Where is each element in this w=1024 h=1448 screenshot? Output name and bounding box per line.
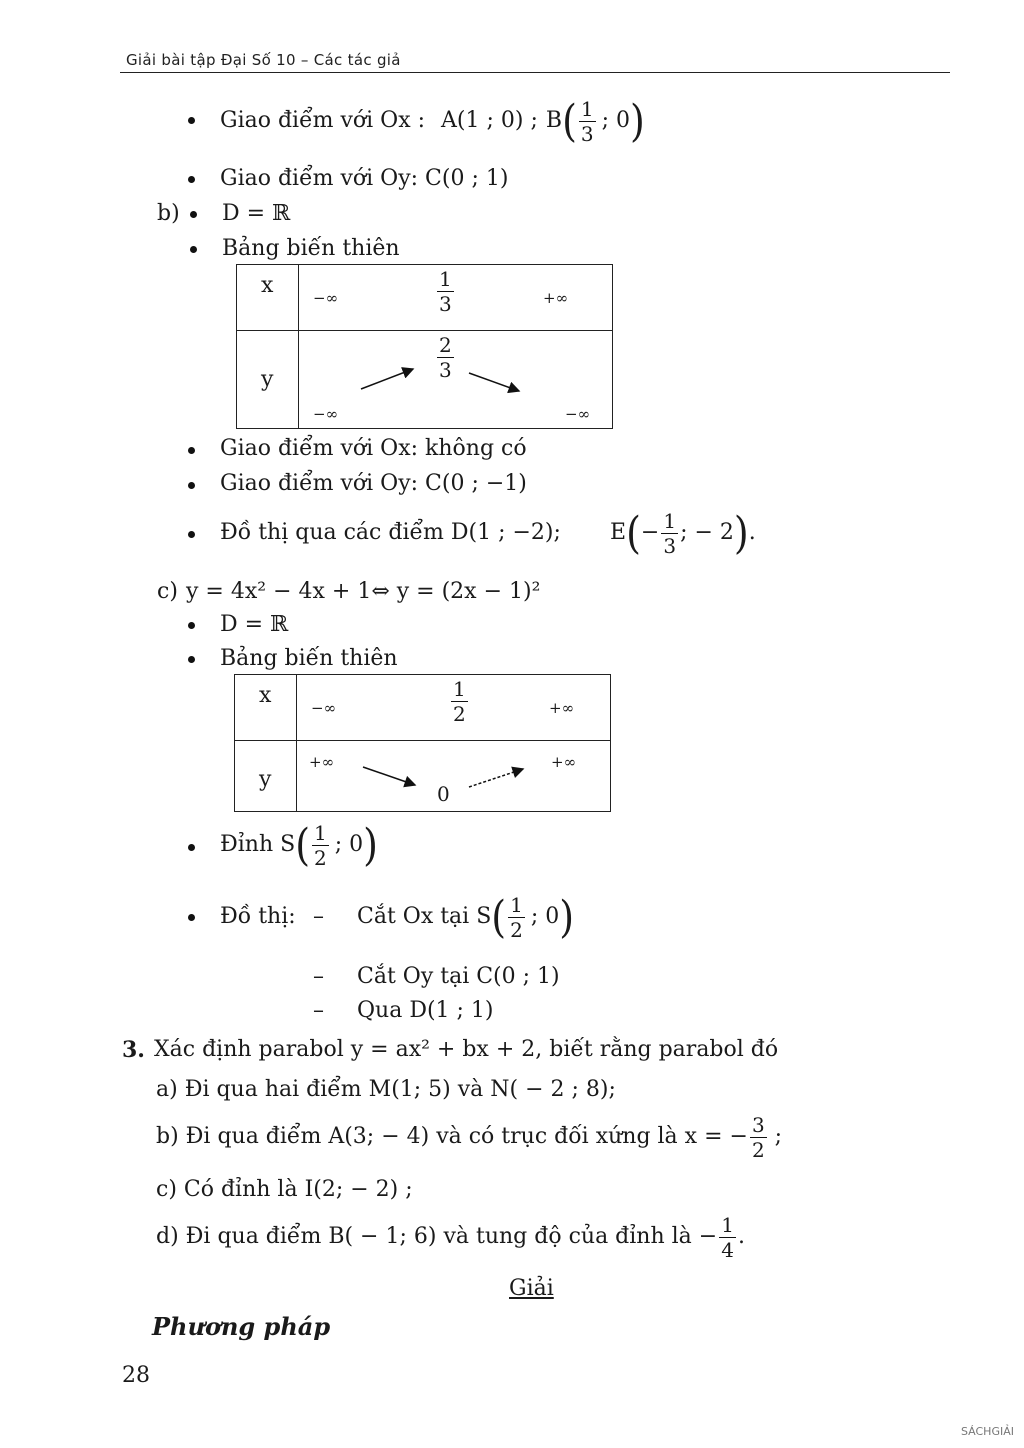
x-left-value: −∞	[313, 289, 339, 307]
bullet	[188, 447, 195, 454]
problem-number: 3.	[122, 1037, 145, 1063]
y-header-cell	[235, 741, 297, 812]
x-values-cell	[299, 265, 613, 331]
y-left-value: +∞	[309, 753, 335, 771]
problem-part-d	[156, 1210, 745, 1264]
bullet	[188, 531, 195, 538]
x-critical-fraction	[451, 679, 468, 724]
part-b-label: b)	[157, 201, 180, 226]
part-d-text: d) Đi qua điểm B( − 1; 6) và tung độ của đỉnh là −	[156, 1224, 718, 1249]
point-e-label: E	[610, 520, 627, 545]
oy-intersection-text: Giao điểm với Oy: C(0 ; 1)	[220, 166, 509, 191]
dash: –	[313, 998, 324, 1023]
left-paren: (	[562, 95, 577, 147]
graph-item-text: Cắt Ox tại S	[357, 904, 492, 929]
bullet	[188, 622, 195, 629]
y-min-value: 0	[437, 782, 450, 806]
x-label: x	[259, 683, 272, 708]
graph-item-tail: ; 0	[530, 904, 560, 929]
y-left-value: −∞	[313, 405, 339, 423]
x-header-cell	[237, 265, 299, 331]
domain-text: D = ℝ	[222, 201, 291, 226]
right-paren: )	[363, 819, 378, 871]
problem-part-a: a) Đi qua hai điểm M(1; 5) và N( − 2 ; 8);	[156, 1077, 616, 1102]
x-critical-fraction	[437, 269, 454, 314]
fraction-denominator: 3	[663, 533, 677, 558]
problem-part-c: c) Có đỉnh là I(2; − 2) ;	[156, 1177, 413, 1202]
fraction-numerator: 1	[314, 820, 327, 845]
fraction-numerator: 2	[439, 333, 452, 357]
dash: –	[313, 964, 324, 989]
problem-part-b	[156, 1110, 782, 1164]
fraction-denominator: 4	[721, 1237, 734, 1262]
x-left-value: −∞	[311, 699, 337, 717]
fraction-denominator: 2	[751, 1137, 765, 1162]
vertex-label: Đỉnh S	[220, 832, 296, 857]
watermark-logo: SÁCHGIẢI	[960, 1425, 1014, 1438]
fraction-denominator: 2	[510, 917, 523, 942]
bullet	[190, 246, 197, 253]
bullet	[190, 211, 197, 218]
ox-label: Giao điểm với Ox :	[220, 108, 426, 133]
bullet	[188, 914, 195, 921]
fraction-denominator: 3	[439, 292, 452, 316]
solution-heading: Giải	[509, 1276, 554, 1301]
fraction-numerator: 1	[721, 1212, 734, 1237]
ox-intersection-line	[220, 96, 645, 146]
fraction-denominator: 2	[453, 702, 466, 726]
fraction-denominator: 2	[314, 845, 327, 870]
fraction-numerator: 1	[663, 508, 677, 533]
point-e	[610, 506, 756, 560]
dash: –	[313, 904, 324, 929]
x-right-value: +∞	[549, 699, 575, 717]
fraction-denominator: 3	[580, 121, 594, 146]
point-a: A(1 ; 0) ;	[441, 108, 538, 133]
vertex-tail: ; 0	[334, 832, 364, 857]
right-paren: )	[630, 95, 645, 147]
decreasing-arrow	[469, 373, 519, 391]
part-c-label: c)	[157, 579, 178, 604]
fraction-numerator: 1	[580, 96, 594, 121]
header-rule	[120, 72, 950, 73]
fraction	[508, 892, 525, 942]
right-paren: )	[733, 507, 749, 559]
variation-table	[236, 264, 613, 429]
graph-item-point: Qua D(1 ; 1)	[357, 998, 494, 1023]
point-b-tail: ; 0	[601, 108, 631, 133]
bullet	[188, 844, 195, 851]
fraction-numerator: 1	[439, 267, 452, 291]
y-header-cell	[237, 331, 299, 429]
vertex-line	[220, 818, 378, 872]
point-b-label: B	[545, 108, 563, 133]
problem-statement: Xác định parabol y = ax² + bx + 2, biết rằng parabol đó	[154, 1037, 779, 1062]
x-header-cell	[235, 675, 297, 741]
fraction-numerator: 1	[453, 677, 466, 701]
page-number: 28	[122, 1363, 150, 1388]
right-paren: )	[559, 891, 575, 943]
bullet	[188, 117, 195, 124]
fraction-numerator: 1	[510, 892, 523, 917]
part-d-tail: .	[737, 1224, 745, 1249]
decreasing-arrow	[363, 767, 415, 785]
graph-item-ox	[357, 890, 574, 944]
variation-arrows	[297, 741, 612, 812]
y-right-value: −∞	[565, 405, 591, 423]
bullet	[188, 176, 195, 183]
period: .	[748, 520, 756, 545]
x-values-cell	[297, 675, 611, 741]
increasing-arrow	[361, 369, 413, 389]
oy-intersection-text: Giao điểm với Oy: C(0 ; −1)	[220, 471, 527, 496]
minus-sign: −	[640, 520, 660, 545]
ox-none-text: Giao điểm với Ox: không có	[220, 436, 527, 461]
bullet	[188, 656, 195, 663]
left-paren: (	[491, 891, 507, 943]
variation-table-title: Bảng biến thiên	[220, 646, 398, 671]
point-e-tail: ; − 2	[680, 520, 734, 545]
part-c-equation: y = 4x² − 4x + 1⇔ y = (2x − 1)²	[186, 579, 541, 604]
fraction	[312, 820, 329, 870]
method-heading: Phương pháp	[152, 1312, 331, 1341]
bullet	[188, 482, 195, 489]
y-label: y	[261, 367, 274, 392]
left-paren: (	[295, 819, 311, 871]
fraction	[750, 1112, 767, 1162]
graph-label: Đồ thị:	[220, 904, 296, 929]
part-b-tail: ;	[774, 1124, 783, 1149]
y-values-cell	[297, 741, 611, 812]
left-paren: (	[626, 507, 641, 559]
variation-table	[234, 674, 611, 812]
y-label: y	[259, 767, 272, 792]
x-right-value: +∞	[543, 289, 569, 307]
running-header: Giải bài tập Đại Số 10 – Các tác giả	[126, 51, 401, 69]
fraction	[719, 1212, 736, 1262]
fraction-denominator: 3	[439, 358, 452, 382]
graph-points-text: Đồ thị qua các điểm D(1 ; −2);	[220, 520, 561, 545]
fraction	[661, 508, 678, 558]
domain-text: D = ℝ	[220, 612, 289, 637]
y-right-value: +∞	[551, 753, 577, 771]
y-values-cell	[299, 331, 613, 429]
graph-item-oy: Cắt Oy tại C(0 ; 1)	[357, 964, 560, 989]
increasing-arrow	[469, 769, 523, 787]
fraction	[579, 96, 596, 146]
variation-table-title: Bảng biến thiên	[222, 236, 400, 261]
x-label: x	[261, 273, 274, 298]
fraction-numerator: 3	[751, 1112, 765, 1137]
part-b-text: b) Đi qua điểm A(3; − 4) và có trục đối xứng là x = −	[156, 1124, 748, 1149]
